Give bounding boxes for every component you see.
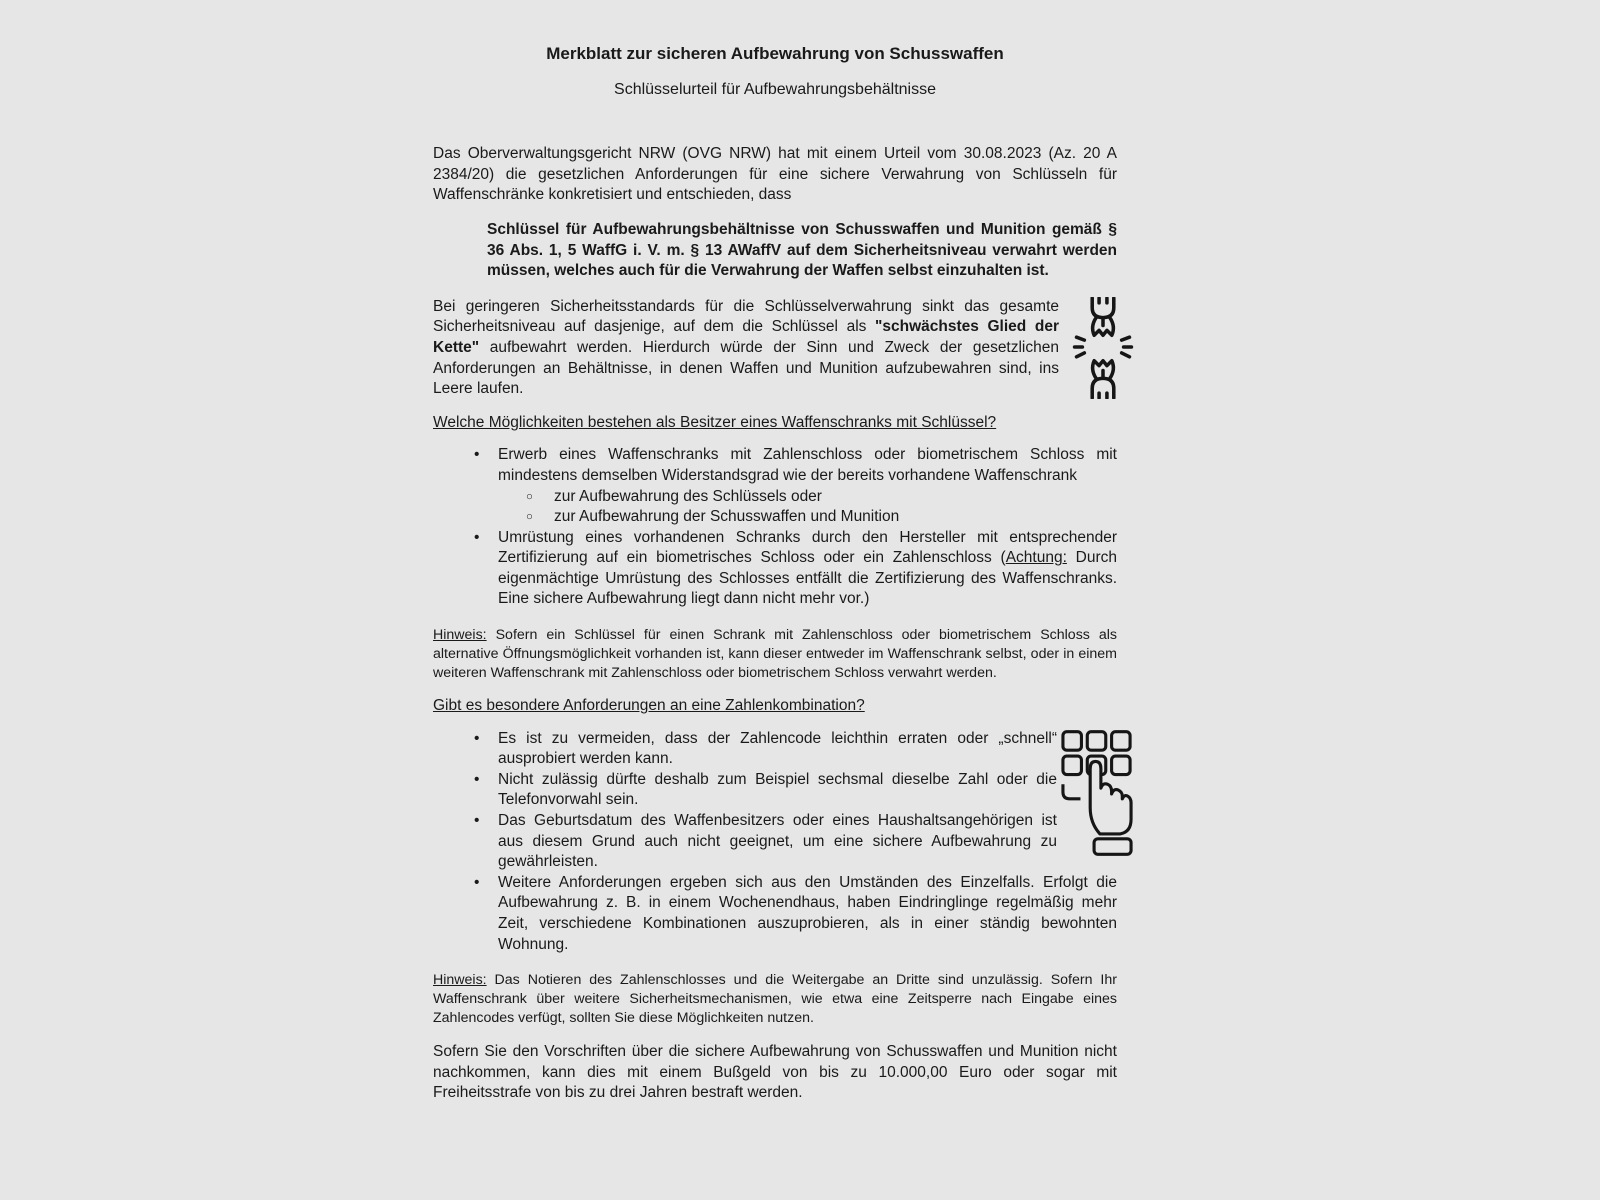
code-requirements-list xyxy=(433,729,1117,956)
hinweis-label: Hinweis: xyxy=(433,972,487,989)
closing-paragraph: Sofern Sie den Vorschriften über die sichere Aufbewahrung von Schusswaffen und Munition nicht nachkommen, kann dies mit einem Bußgeld von bis zu 10.000,00 Euro oder sogar mit Freiheitsstrafe von bis zu drei Jahren bestraft werden. xyxy=(433,1043,1117,1102)
page-subtitle: Schlüsselurteil für Aufbewahrungsbehältnisse xyxy=(614,80,936,98)
key-options-list xyxy=(433,445,1117,610)
list-item: ○ zur Aufbewahrung des Schlüssels oder xyxy=(498,487,1117,508)
broken-chain-icon xyxy=(1071,297,1135,399)
list-item: • Erwerb eines Waffenschranks mit Zahlenschloss oder biometrischem Schloss mit mindestens demselben Widerstandsgrad wie der bereits vorhandene Waffenschrank ○ zur Aufbewahrung des Schlüssels oder ○ zur Aufbewahrung der Schusswaffen und Munition xyxy=(433,445,1117,527)
section-heading-key: Welche Möglichkeiten bestehen als Besitzer eines Waffenschranks mit Schlüssel? xyxy=(433,413,997,431)
document-page xyxy=(433,0,1117,1104)
list-item: • Nicht zulässig dürfte deshalb zum Beispiel sechsmal dieselbe Zahl oder die Telefonvorwahl sein. xyxy=(433,770,1117,811)
weakest-link-bold: "schwächstes Glied der Kette" xyxy=(433,318,1059,356)
section-heading-code: Gibt es besondere Anforderungen an eine Zahlenkombination? xyxy=(433,697,865,715)
list-item: • Das Geburtsdatum des Waffenbesitzers oder eines Haushaltsangehörigen ist aus diesem Grund auch nicht geeignet, um eine sichere Aufbewahrung zu gewährleisten. xyxy=(433,811,1117,873)
list-item: • Es ist zu vermeiden, dass der Zahlencode leichthin erraten oder „schnell“ ausprobiert werden kann. xyxy=(433,729,1117,770)
list-item: • Weitere Anforderungen ergeben sich aus den Umständen des Einzelfalls. Erfolgt die Aufbewahrung z. B. in einem Wochenendhaus, haben Eindringlinge regelmäßig mehr Zeit, verschiedene Kombinationen auszuprobieren, als in einer ständig bewohnten Wohnung. xyxy=(433,873,1117,955)
weakest-link-text: Bei geringeren Sicherheitsstandards für die Schlüsselverwahrung sinkt das gesamte Sicherheitsniveau auf dasjenige, auf dem die Schlüssel als "schwächstes Glied der Kette" aufbewahrt werden. Hierdurch würde der Sinn und Zweck der gesetzlichen Anforderungen an Behältnisse, in denen Waffen und Munition aufzubewahren sind, ins Leere laufen. xyxy=(433,297,1059,398)
note-code-paragraph: Hinweis: Das Notieren des Zahlenschlosses und die Weitergabe an Dritte sind unzulässig. Sofern Ihr Waffenschrank über weitere Sicherheitsmechanismen, wie etwa eine Zeitsperre nach Eingabe eines Zahlencodes verfügt, sollten Sie diese Möglichkeiten nutzen. xyxy=(433,972,1117,1027)
note-key-paragraph: Hinweis: Sofern ein Schlüssel für einen Schrank mit Zahlenschloss oder biometrischem Schloss als alternative Öffnungsmöglichkeit vorhanden ist, kann dieser entweder im Waffenschrank selbst, oder in einem weiteren Waffenschrank mit Zahlenschloss oder biometrischem Schloss verwahrt werden. xyxy=(433,627,1117,682)
weakest-link-paragraph xyxy=(433,297,1117,400)
ruling-paragraph: Schlüssel für Aufbewahrungsbehältnisse von Schusswaffen und Munition gemäß § 36 Abs. 1, 5 WaffG i. V. m. § 13 AWaffV auf dem Sicherheitsniveau verwahrt werden müssen, welches auch für die Verwahrung der Waffen selbst einzuhalten ist. xyxy=(487,220,1117,280)
list-item: ○ zur Aufbewahrung der Schusswaffen und Munition xyxy=(498,507,1117,528)
sub-bullet-list xyxy=(498,487,1117,528)
page-title: Merkblatt zur sicheren Aufbewahrung von Schusswaffen xyxy=(546,44,1004,63)
achtung-label: Achtung: xyxy=(1005,549,1067,567)
code-requirements-block xyxy=(433,729,1117,956)
list-item: • Umrüstung eines vorhandenen Schranks durch den Hersteller mit entsprechender Zertifizierung auf ein biometrisches Schloss oder ein Zahlenschloss (Achtung: Durch eigenmächtige Umrüstung des Schlosses entfällt die Zertifizierung des Waffenschranks. Eine sichere Aufbewahrung liegt dann nicht mehr vor.) xyxy=(433,528,1117,610)
intro-paragraph: Das Oberverwaltungsgericht NRW (OVG NRW) hat mit einem Urteil vom 30.08.2023 (Az. 20 A 2384/20) die gesetzlichen Anforderungen für eine sichere Verwahrung von Schlüsseln für Waffenschränke konkretisiert und entschieden, dass xyxy=(433,145,1117,204)
hinweis-label: Hinweis: xyxy=(433,627,487,644)
